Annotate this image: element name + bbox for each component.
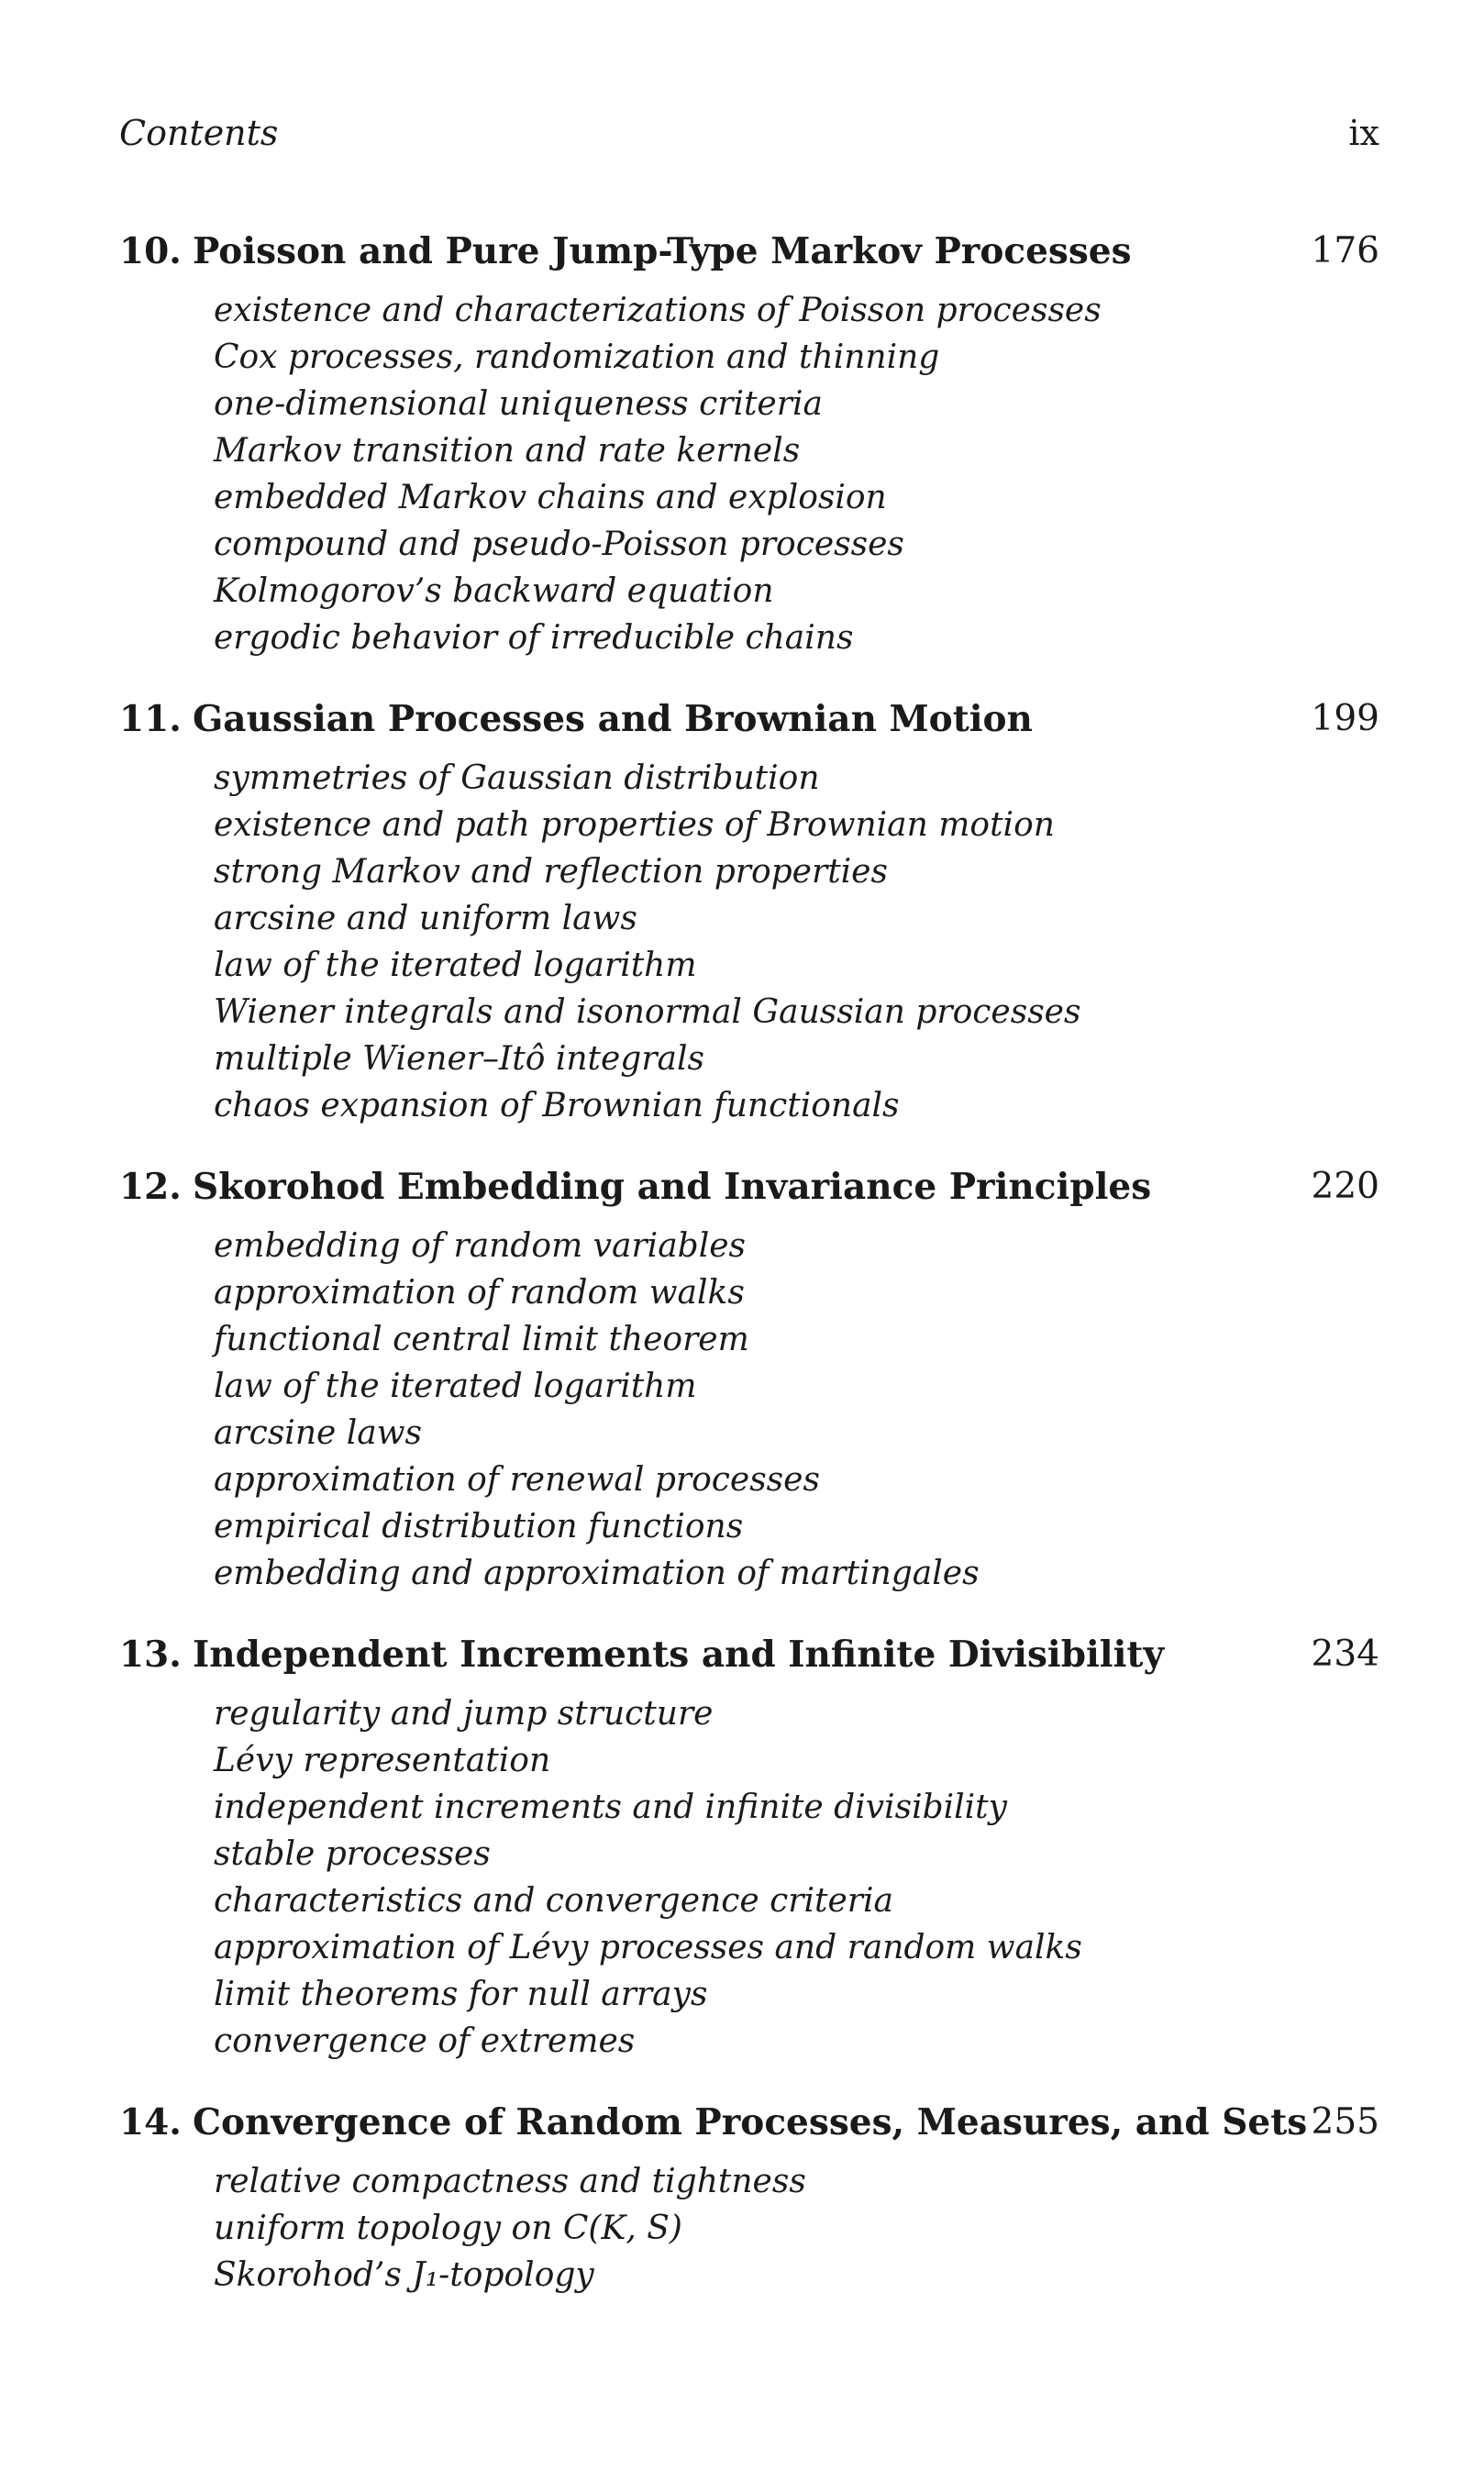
topic-item: embedded Markov chains and explosion	[214, 479, 887, 516]
topic-item: Cox processes, randomization and thinning	[214, 338, 940, 376]
topic-item: empirical distribution functions	[214, 1508, 744, 1545]
chapter-number: 14.	[119, 2101, 182, 2143]
topic-list	[119, 2158, 1379, 2298]
topic-item: approximation of renewal processes	[214, 1461, 820, 1499]
topic-item: symmetries of Gaussian distribution	[214, 759, 820, 797]
topic-item: limit theorems for null arrays	[214, 1976, 708, 2013]
topic-item: Lévy representation	[214, 1742, 551, 1779]
topic-item: Kolmogorov’s backward equation	[214, 572, 774, 610]
topic-item: one-dimensional uniqueness criteria	[214, 385, 823, 423]
topic-item: law of the iterated logarithm	[214, 1368, 697, 1405]
chapter-page-number: 234	[1311, 1634, 1379, 1675]
topic-item: compound and pseudo-Poisson processes	[214, 526, 904, 563]
topic-item: convergence of extremes	[214, 2022, 636, 2060]
chapter-heading	[119, 225, 1379, 278]
chapter-page-number: 199	[1311, 698, 1379, 739]
topic-item: approximation of random walks	[214, 1274, 745, 1312]
table-of-contents	[119, 225, 1379, 2330]
topic-item: functional central limit theorem	[214, 1321, 749, 1358]
running-head-section: Contents	[119, 113, 279, 153]
topic-item: ergodic behavior of irreducible chains	[214, 619, 854, 657]
page-number: ix	[1348, 113, 1379, 153]
chapter-title: Convergence of Random Processes, Measures, and Sets	[193, 2101, 1308, 2143]
chapter-title: Skorohod Embedding and Invariance Principles	[193, 1166, 1152, 1208]
chapter-title: Gaussian Processes and Brownian Motion	[193, 698, 1033, 740]
chapter-number: 11.	[119, 698, 182, 740]
topic-list	[119, 1690, 1379, 2065]
topic-item: existence and characterizations of Poisson processes	[214, 292, 1102, 329]
topic-item: embedding and approximation of martingales	[214, 1555, 980, 1592]
chapter-title: Independent Increments and Infinite Divisibility	[193, 1634, 1165, 1676]
topic-list	[119, 287, 1379, 661]
topic-item: multiple Wiener–Itô integrals	[214, 1040, 704, 1078]
topic-item: Skorohod’s J₁-topology	[214, 2256, 594, 2294]
chapter-number: 12.	[119, 1166, 182, 1208]
chapter-heading	[119, 1628, 1379, 1681]
topic-list	[119, 755, 1379, 1129]
topic-item: arcsine and uniform laws	[214, 900, 637, 937]
topic-item: stable processes	[214, 1835, 491, 1873]
topic-item: existence and path properties of Brownian motion	[214, 806, 1055, 844]
topic-item: chaos expansion of Brownian functionals	[214, 1087, 900, 1124]
chapter-12	[119, 1160, 1379, 1597]
chapter-11	[119, 692, 1379, 1129]
topic-list	[119, 1223, 1379, 1597]
topic-item: approximation of Lévy processes and random walks	[214, 1929, 1082, 1966]
chapter-page-number: 255	[1311, 2101, 1379, 2143]
topic-item: uniform topology on C(K, S)	[214, 2210, 682, 2247]
chapter-10	[119, 225, 1379, 661]
topic-item: embedding of random variables	[214, 1227, 746, 1265]
topic-item: relative compactness and tightness	[214, 2163, 806, 2200]
topic-item: Wiener integrals and isonormal Gaussian processes	[214, 993, 1081, 1031]
chapter-title: Poisson and Pure Jump-Type Markov Processes	[193, 230, 1132, 272]
topic-item: regularity and jump structure	[214, 1695, 714, 1733]
topic-item: characteristics and convergence criteria	[214, 1882, 893, 1920]
topic-item: arcsine laws	[214, 1414, 423, 1452]
running-head	[119, 108, 1379, 158]
chapter-13	[119, 1628, 1379, 2065]
topic-item: strong Markov and reflection properties	[214, 853, 888, 891]
chapter-14	[119, 2096, 1379, 2298]
chapter-heading	[119, 692, 1379, 746]
chapter-number: 10.	[119, 230, 182, 272]
chapter-page-number: 176	[1311, 230, 1379, 271]
chapter-page-number: 220	[1311, 1166, 1379, 1207]
chapter-heading	[119, 1160, 1379, 1213]
topic-item: Markov transition and rate kernels	[214, 432, 801, 470]
chapter-number: 13.	[119, 1634, 182, 1676]
topic-item: law of the iterated logarithm	[214, 947, 697, 984]
chapter-heading	[119, 2096, 1379, 2149]
topic-item: independent increments and infinite divisibility	[214, 1789, 1007, 1826]
